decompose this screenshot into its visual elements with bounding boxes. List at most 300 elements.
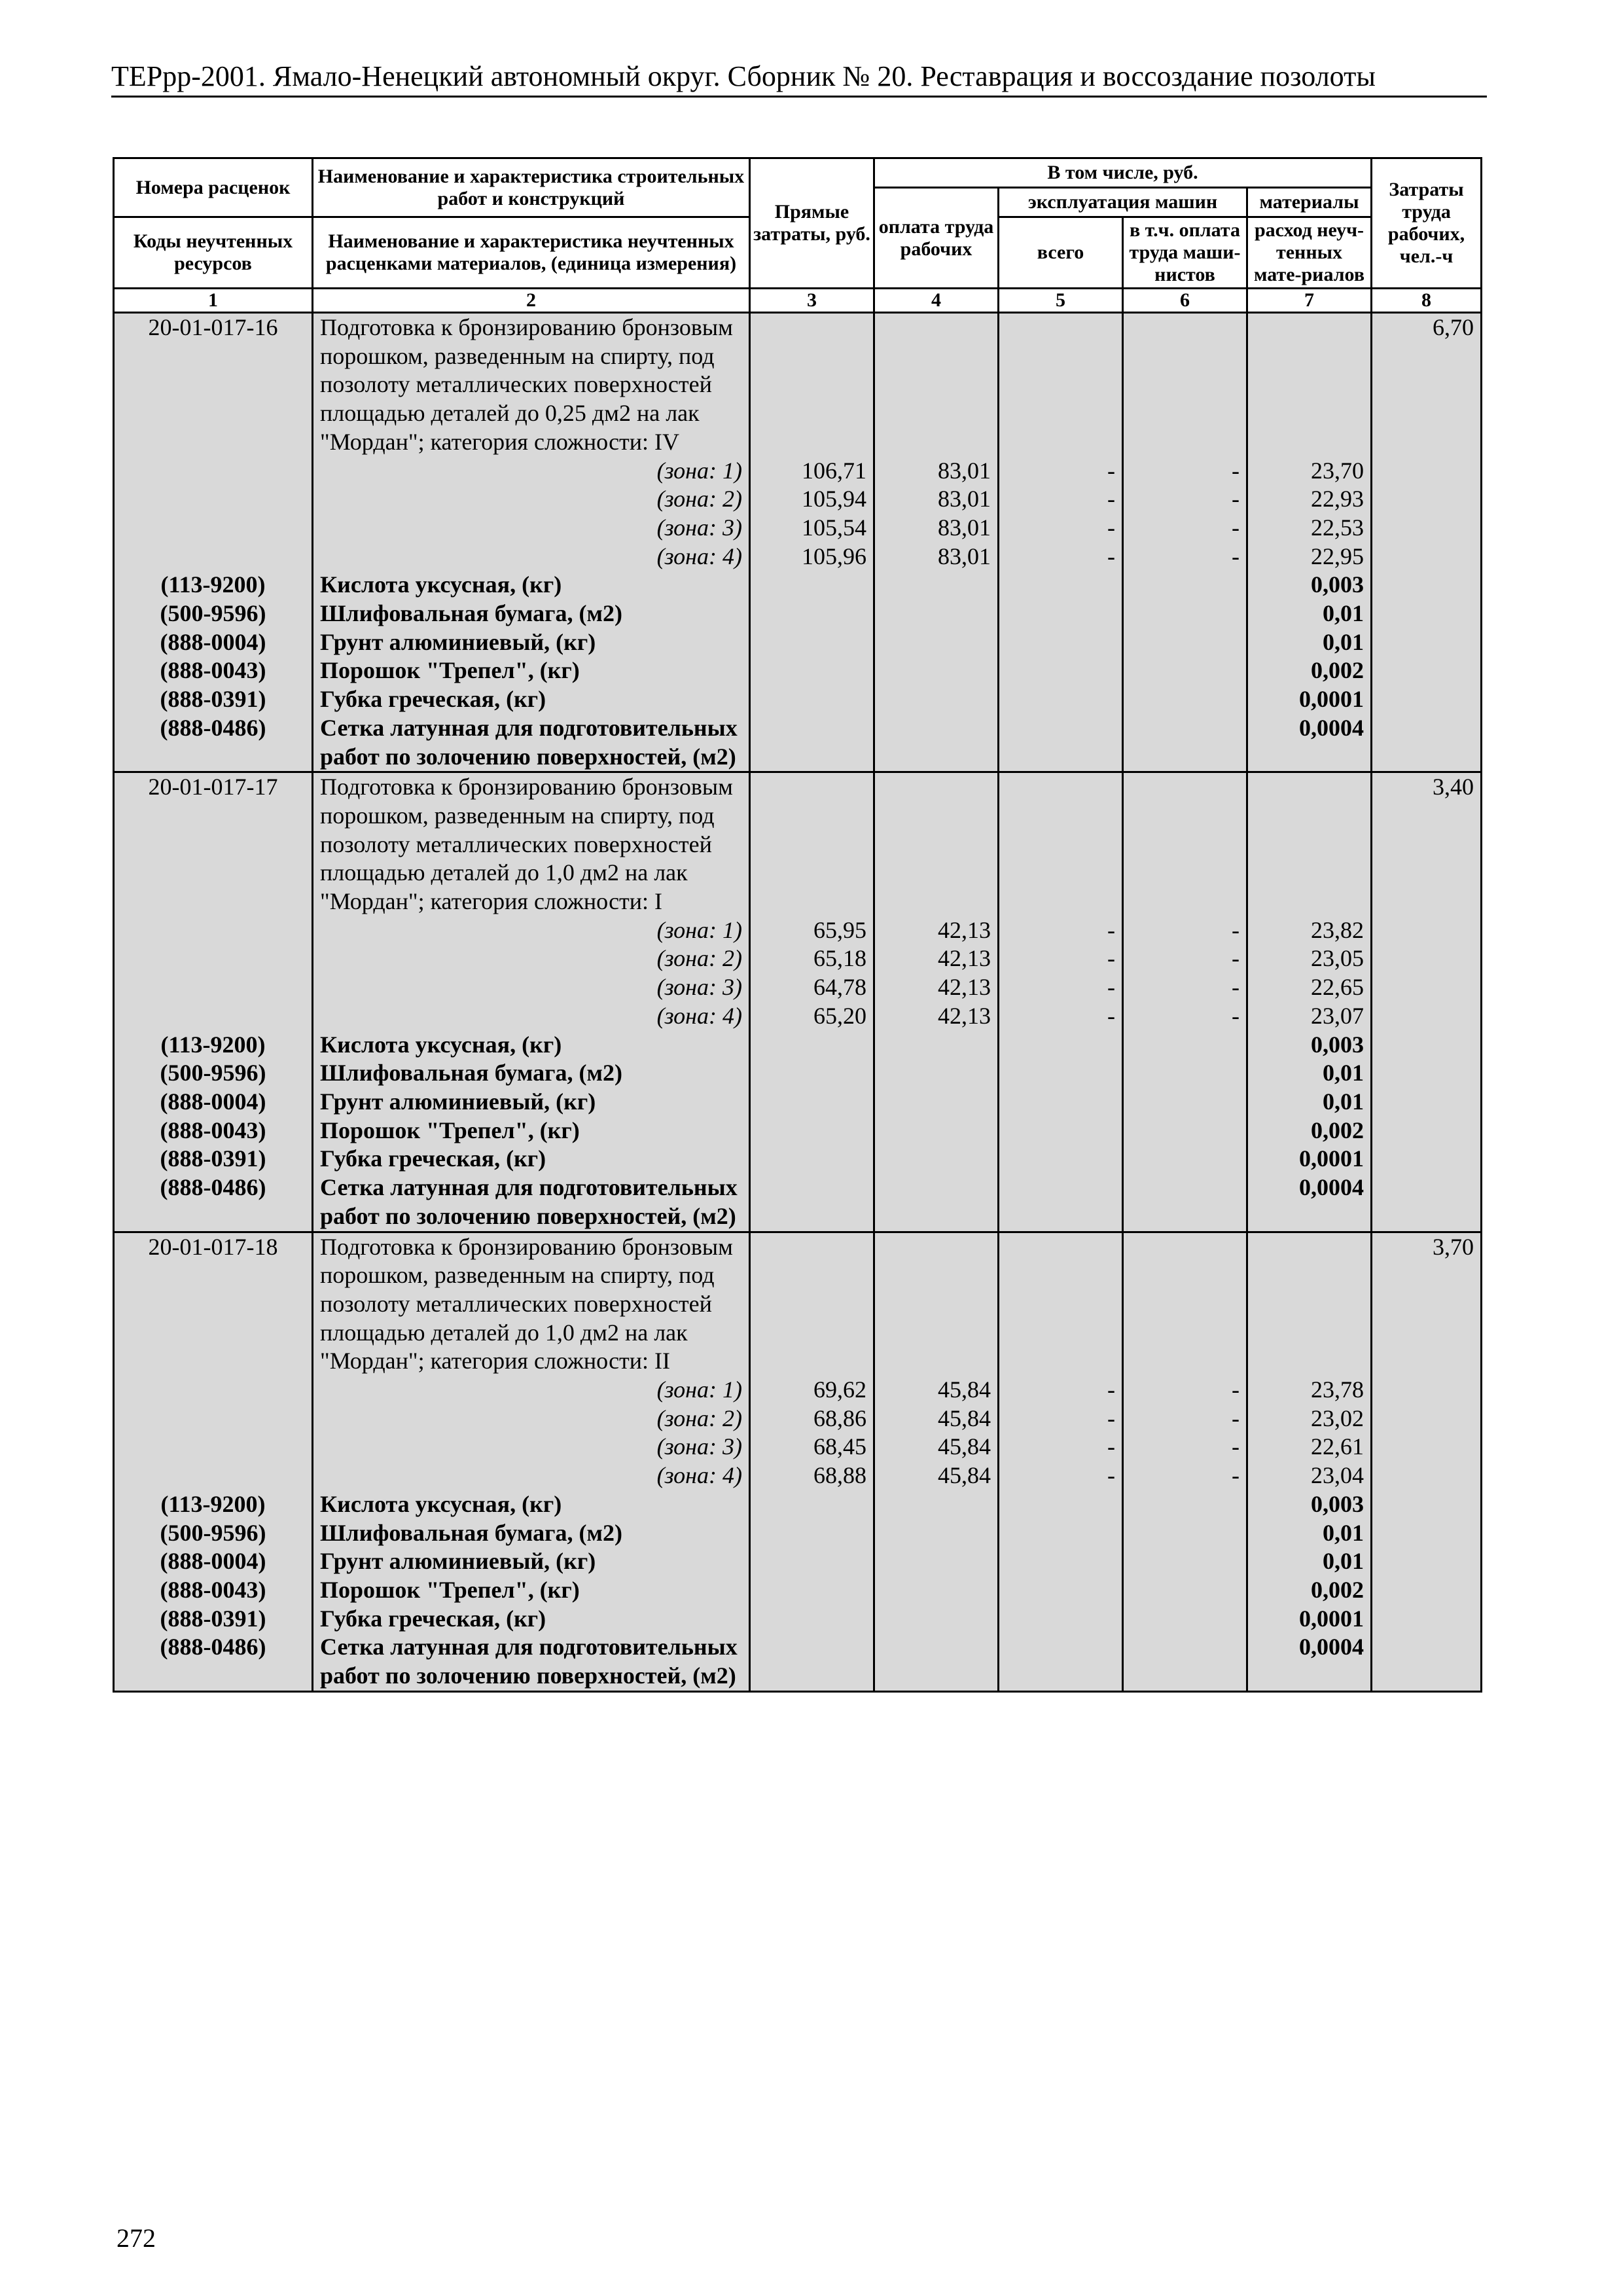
machines-total-value: - (999, 944, 1123, 973)
resource-code: (888-0004) (114, 1088, 313, 1117)
empty-cell (1372, 457, 1482, 486)
empty-cell (114, 1462, 313, 1490)
labor-pay-value: 42,13 (874, 973, 999, 1002)
resource-code: (888-0391) (114, 685, 313, 714)
materials-value: 22,53 (1247, 514, 1372, 543)
machinist-pay-value: - (1123, 1462, 1247, 1490)
page-number: 272 (116, 2223, 156, 2253)
direct-costs-value: 68,86 (750, 1405, 874, 1433)
resource-code: (888-0043) (114, 1576, 313, 1605)
direct-costs-value: 105,96 (750, 543, 874, 571)
zone-row (114, 1433, 1482, 1462)
machines-total-value: - (999, 514, 1123, 543)
resource-code: (888-0004) (114, 1547, 313, 1576)
empty-cell (114, 944, 313, 973)
empty-cell (1123, 628, 1247, 657)
zone-label: (зона: 3) (313, 514, 750, 543)
resource-quantity: 0,003 (1247, 1031, 1372, 1060)
labor-pay-value: 83,01 (874, 543, 999, 571)
empty-cell (1372, 1088, 1482, 1117)
direct-costs-value: 68,45 (750, 1433, 874, 1462)
materials-value: 23,78 (1247, 1376, 1372, 1405)
column-number: 1 (114, 289, 313, 313)
labor-pay-value: 45,84 (874, 1376, 999, 1405)
labor-pay-value: 45,84 (874, 1433, 999, 1462)
machinist-pay-value: - (1123, 1405, 1247, 1433)
resource-quantity: 0,01 (1247, 600, 1372, 628)
empty-cell (999, 1576, 1123, 1605)
empty-cell (1247, 1232, 1372, 1376)
table-header (114, 158, 1482, 313)
zone-row (114, 457, 1482, 486)
resource-quantity: 0,0004 (1247, 1174, 1372, 1232)
empty-cell (1372, 628, 1482, 657)
empty-cell (114, 1376, 313, 1405)
empty-cell (874, 1605, 999, 1634)
resource-quantity: 0,0001 (1247, 1145, 1372, 1174)
rate-description: Подготовка к бронзированию бронзовым порошком, разведенным на спирту, под позолоту металлических поверхностей площадью деталей до 0,25 дм2 на лак "Мордан"; категория сложности: IV (313, 313, 750, 457)
resource-name: Грунт алюминиевый, (кг) (313, 1547, 750, 1576)
rates-table (113, 157, 1482, 1693)
empty-cell (750, 313, 874, 457)
rate-row (114, 1232, 1482, 1376)
empty-cell (999, 714, 1123, 772)
empty-cell (1372, 1031, 1482, 1060)
empty-cell (114, 1405, 313, 1433)
header-rule (111, 96, 1487, 98)
column-number: 8 (1372, 289, 1482, 313)
empty-cell (874, 1117, 999, 1145)
labor-pay-value: 45,84 (874, 1405, 999, 1433)
empty-cell (874, 313, 999, 457)
resource-code: (888-0486) (114, 1633, 313, 1691)
header-machines-total: всего (999, 217, 1123, 289)
empty-cell (999, 628, 1123, 657)
machines-total-value: - (999, 916, 1123, 945)
resource-row (114, 1605, 1482, 1634)
resource-quantity: 0,002 (1247, 1117, 1372, 1145)
resource-name: Порошок "Трепел", (кг) (313, 1576, 750, 1605)
resource-row (114, 628, 1482, 657)
materials-value: 23,70 (1247, 457, 1372, 486)
empty-cell (874, 1519, 999, 1548)
empty-cell (1372, 1519, 1482, 1548)
empty-cell (1372, 1117, 1482, 1145)
empty-cell (874, 1576, 999, 1605)
empty-cell (999, 313, 1123, 457)
labor-costs-value: 6,70 (1372, 313, 1482, 457)
machinist-pay-value: - (1123, 916, 1247, 945)
direct-costs-value: 65,95 (750, 916, 874, 945)
machines-total-value: - (999, 973, 1123, 1002)
machinist-pay-value: - (1123, 514, 1247, 543)
zone-label: (зона: 4) (313, 543, 750, 571)
resource-quantity: 0,002 (1247, 656, 1372, 685)
resource-code: (888-0391) (114, 1605, 313, 1634)
empty-cell (1372, 656, 1482, 685)
empty-cell (114, 485, 313, 514)
resource-code: (500-9596) (114, 1519, 313, 1548)
header-including: В том числе, руб. (874, 158, 1372, 188)
labor-pay-value: 83,01 (874, 485, 999, 514)
resource-row (114, 571, 1482, 600)
zone-row (114, 1462, 1482, 1490)
empty-cell (1247, 772, 1372, 916)
resource-row (114, 1174, 1482, 1232)
direct-costs-value: 105,54 (750, 514, 874, 543)
resource-name: Кислота уксусная, (кг) (313, 571, 750, 600)
zone-row (114, 514, 1482, 543)
column-number: 4 (874, 289, 999, 313)
empty-cell (114, 973, 313, 1002)
zone-label: (зона: 2) (313, 1405, 750, 1433)
empty-cell (114, 916, 313, 945)
column-number: 6 (1123, 289, 1247, 313)
resource-quantity: 0,0001 (1247, 1605, 1372, 1634)
resource-name: Сетка латунная для подготовительных работ по золочению поверхностей, (м2) (313, 1633, 750, 1691)
empty-cell (1123, 571, 1247, 600)
empty-cell (1372, 685, 1482, 714)
materials-value: 23,02 (1247, 1405, 1372, 1433)
resource-row (114, 1117, 1482, 1145)
resource-code: (113-9200) (114, 1490, 313, 1519)
empty-cell (999, 1633, 1123, 1691)
header-rate-numbers: Номера расценок (114, 158, 313, 217)
empty-cell (1123, 1088, 1247, 1117)
machinist-pay-value: - (1123, 1002, 1247, 1031)
empty-cell (750, 1117, 874, 1145)
machinist-pay-value: - (1123, 944, 1247, 973)
header-materials: материалы (1247, 188, 1372, 217)
empty-cell (874, 1145, 999, 1174)
resource-row (114, 1145, 1482, 1174)
empty-cell (1123, 1605, 1247, 1634)
empty-cell (874, 1547, 999, 1576)
column-number: 5 (999, 289, 1123, 313)
empty-cell (750, 1633, 874, 1691)
machinist-pay-value: - (1123, 1376, 1247, 1405)
header-machine-operation: эксплуатация машин (999, 188, 1247, 217)
header-labor-costs: Затраты труда рабочих, чел.-ч (1372, 158, 1482, 289)
resource-quantity: 0,01 (1247, 628, 1372, 657)
empty-cell (1372, 514, 1482, 543)
rate-description: Подготовка к бронзированию бронзовым порошком, разведенным на спирту, под позолоту металлических поверхностей площадью деталей до 1,0 дм2 на лак "Мордан"; категория сложности: II (313, 1232, 750, 1376)
zone-label: (зона: 2) (313, 485, 750, 514)
resource-name: Кислота уксусная, (кг) (313, 1490, 750, 1519)
resource-name: Губка греческая, (кг) (313, 1605, 750, 1634)
resource-code: (888-0043) (114, 656, 313, 685)
empty-cell (999, 656, 1123, 685)
materials-value: 22,65 (1247, 973, 1372, 1002)
rate-code: 20-01-017-18 (114, 1232, 313, 1376)
empty-cell (750, 1088, 874, 1117)
direct-costs-value: 64,78 (750, 973, 874, 1002)
empty-cell (1123, 1547, 1247, 1576)
empty-cell (1123, 1145, 1247, 1174)
zone-row (114, 1376, 1482, 1405)
resource-quantity: 0,01 (1247, 1519, 1372, 1548)
empty-cell (999, 772, 1123, 916)
empty-cell (874, 571, 999, 600)
resource-name: Грунт алюминиевый, (кг) (313, 1088, 750, 1117)
materials-value: 22,93 (1247, 485, 1372, 514)
resource-row (114, 1633, 1482, 1691)
empty-cell (1123, 1117, 1247, 1145)
empty-cell (874, 1059, 999, 1088)
empty-cell (1372, 973, 1482, 1002)
materials-value: 23,82 (1247, 916, 1372, 945)
resource-quantity: 0,0004 (1247, 1633, 1372, 1691)
empty-cell (1372, 485, 1482, 514)
empty-cell (750, 656, 874, 685)
empty-cell (750, 600, 874, 628)
zone-row (114, 485, 1482, 514)
empty-cell (999, 600, 1123, 628)
resource-quantity: 0,0001 (1247, 685, 1372, 714)
empty-cell (1372, 1490, 1482, 1519)
empty-cell (999, 1174, 1123, 1232)
table-body (114, 313, 1482, 1692)
empty-cell (999, 1088, 1123, 1117)
empty-cell (1247, 313, 1372, 457)
empty-cell (750, 1232, 874, 1376)
zone-label: (зона: 1) (313, 916, 750, 945)
empty-cell (999, 1547, 1123, 1576)
direct-costs-value: 65,18 (750, 944, 874, 973)
direct-costs-value: 69,62 (750, 1376, 874, 1405)
zone-label: (зона: 3) (313, 1433, 750, 1462)
empty-cell (114, 1433, 313, 1462)
resource-quantity: 0,002 (1247, 1576, 1372, 1605)
header-unaccounted-materials: расход неуч-тенных мате-риалов (1247, 217, 1372, 289)
resource-name: Кислота уксусная, (кг) (313, 1031, 750, 1060)
empty-cell (750, 1519, 874, 1548)
resource-name: Порошок "Трепел", (кг) (313, 1117, 750, 1145)
zone-label: (зона: 4) (313, 1002, 750, 1031)
empty-cell (874, 1232, 999, 1376)
resource-quantity: 0,003 (1247, 571, 1372, 600)
labor-costs-value: 3,40 (1372, 772, 1482, 916)
resource-quantity: 0,0004 (1247, 714, 1372, 772)
resource-row (114, 1576, 1482, 1605)
zone-label: (зона: 1) (313, 457, 750, 486)
empty-cell (750, 1576, 874, 1605)
zone-row (114, 543, 1482, 571)
empty-cell (1372, 714, 1482, 772)
empty-cell (1123, 656, 1247, 685)
machines-total-value: - (999, 457, 1123, 486)
empty-cell (750, 1174, 874, 1232)
empty-cell (999, 685, 1123, 714)
resource-row (114, 656, 1482, 685)
resource-row (114, 1031, 1482, 1060)
empty-cell (1372, 944, 1482, 973)
resource-code: (888-0486) (114, 714, 313, 772)
resource-name: Шлифовальная бумага, (м2) (313, 600, 750, 628)
zone-row (114, 973, 1482, 1002)
resource-row (114, 600, 1482, 628)
empty-cell (1372, 916, 1482, 945)
empty-cell (999, 1059, 1123, 1088)
resource-quantity: 0,01 (1247, 1547, 1372, 1576)
materials-value: 23,07 (1247, 1002, 1372, 1031)
empty-cell (874, 1633, 999, 1691)
column-number: 3 (750, 289, 874, 313)
empty-cell (1123, 714, 1247, 772)
resource-name: Сетка латунная для подготовительных работ по золочению поверхностей, (м2) (313, 714, 750, 772)
zone-label: (зона: 1) (313, 1376, 750, 1405)
resource-code: (888-0004) (114, 628, 313, 657)
empty-cell (750, 628, 874, 657)
machines-total-value: - (999, 1376, 1123, 1405)
column-number: 7 (1247, 289, 1372, 313)
resource-name: Шлифовальная бумага, (м2) (313, 1519, 750, 1548)
empty-cell (750, 714, 874, 772)
empty-cell (1372, 1576, 1482, 1605)
machinist-pay-value: - (1123, 973, 1247, 1002)
empty-cell (1372, 543, 1482, 571)
materials-value: 22,61 (1247, 1433, 1372, 1462)
resource-row (114, 1490, 1482, 1519)
empty-cell (999, 1490, 1123, 1519)
labor-costs-value: 3,70 (1372, 1232, 1482, 1376)
empty-cell (999, 1605, 1123, 1634)
empty-cell (874, 1490, 999, 1519)
empty-cell (1372, 571, 1482, 600)
empty-cell (1372, 1547, 1482, 1576)
empty-cell (999, 1031, 1123, 1060)
rate-row (114, 313, 1482, 457)
empty-cell (1123, 1232, 1247, 1376)
empty-cell (114, 543, 313, 571)
resource-code: (888-0391) (114, 1145, 313, 1174)
resource-code: (888-0486) (114, 1174, 313, 1232)
empty-cell (1372, 1405, 1482, 1433)
empty-cell (1123, 1490, 1247, 1519)
empty-cell (750, 1490, 874, 1519)
direct-costs-value: 65,20 (750, 1002, 874, 1031)
zone-label: (зона: 4) (313, 1462, 750, 1490)
machinist-pay-value: - (1123, 457, 1247, 486)
empty-cell (750, 1031, 874, 1060)
empty-cell (1372, 1633, 1482, 1691)
zone-row (114, 1405, 1482, 1433)
zone-row (114, 1002, 1482, 1031)
empty-cell (1123, 685, 1247, 714)
empty-cell (1372, 1174, 1482, 1232)
resource-code: (500-9596) (114, 1059, 313, 1088)
resource-quantity: 0,01 (1247, 1088, 1372, 1117)
empty-cell (1372, 1059, 1482, 1088)
empty-cell (874, 1174, 999, 1232)
empty-cell (999, 571, 1123, 600)
header-resource-codes: Коды неучтенных ресурсов (114, 217, 313, 289)
resource-row (114, 1547, 1482, 1576)
zone-row (114, 944, 1482, 973)
machines-total-value: - (999, 1462, 1123, 1490)
empty-cell (1123, 1031, 1247, 1060)
empty-cell (999, 1145, 1123, 1174)
machines-total-value: - (999, 1405, 1123, 1433)
zone-label: (зона: 3) (313, 973, 750, 1002)
empty-cell (1372, 1462, 1482, 1490)
empty-cell (1372, 1145, 1482, 1174)
resource-row (114, 1059, 1482, 1088)
empty-cell (1372, 1433, 1482, 1462)
resource-code: (113-9200) (114, 1031, 313, 1060)
resource-row (114, 1519, 1482, 1548)
empty-cell (114, 514, 313, 543)
resource-name: Шлифовальная бумага, (м2) (313, 1059, 750, 1088)
empty-cell (750, 685, 874, 714)
zone-row (114, 916, 1482, 945)
empty-cell (1123, 772, 1247, 916)
page-header-title: ТЕРрр-2001. Ямало-Ненецкий автономный округ. Сборник № 20. Реставрация и воссоздание позолоты (111, 60, 1376, 92)
resource-row (114, 1088, 1482, 1117)
machines-total-value: - (999, 543, 1123, 571)
direct-costs-value: 68,88 (750, 1462, 874, 1490)
resource-name: Порошок "Трепел", (кг) (313, 656, 750, 685)
header-labor-pay: оплата труда рабочих (874, 188, 999, 289)
empty-cell (750, 1605, 874, 1634)
empty-cell (874, 1031, 999, 1060)
machinist-pay-value: - (1123, 485, 1247, 514)
machinist-pay-value: - (1123, 543, 1247, 571)
labor-pay-value: 42,13 (874, 916, 999, 945)
empty-cell (1123, 1576, 1247, 1605)
rate-code: 20-01-017-17 (114, 772, 313, 916)
empty-cell (1372, 600, 1482, 628)
direct-costs-value: 105,94 (750, 485, 874, 514)
machines-total-value: - (999, 1433, 1123, 1462)
empty-cell (874, 600, 999, 628)
empty-cell (750, 1145, 874, 1174)
resource-name: Губка греческая, (кг) (313, 1145, 750, 1174)
labor-pay-value: 45,84 (874, 1462, 999, 1490)
empty-cell (1372, 1376, 1482, 1405)
empty-cell (999, 1117, 1123, 1145)
zone-label: (зона: 2) (313, 944, 750, 973)
empty-cell (874, 628, 999, 657)
empty-cell (874, 656, 999, 685)
empty-cell (750, 1547, 874, 1576)
direct-costs-value: 106,71 (750, 457, 874, 486)
column-number-row (114, 289, 1482, 313)
machines-total-value: - (999, 1002, 1123, 1031)
header-direct-costs: Прямые затраты, руб. (750, 158, 874, 289)
empty-cell (1123, 313, 1247, 457)
empty-cell (114, 1002, 313, 1031)
empty-cell (999, 1519, 1123, 1548)
empty-cell (750, 1059, 874, 1088)
empty-cell (999, 1232, 1123, 1376)
empty-cell (1123, 1174, 1247, 1232)
empty-cell (750, 772, 874, 916)
empty-cell (114, 457, 313, 486)
empty-cell (1372, 1605, 1482, 1634)
resource-row (114, 714, 1482, 772)
empty-cell (750, 571, 874, 600)
column-number: 2 (313, 289, 750, 313)
empty-cell (1123, 1059, 1247, 1088)
header-machinist-pay: в т.ч. оплата труда маши-нистов (1123, 217, 1247, 289)
header-work-name: Наименование и характеристика строительных работ и конструкций (313, 158, 750, 217)
resource-name: Сетка латунная для подготовительных работ по золочению поверхностей, (м2) (313, 1174, 750, 1232)
resource-code: (500-9596) (114, 600, 313, 628)
machinist-pay-value: - (1123, 1433, 1247, 1462)
header-material-name: Наименование и характеристика неучтенных расценками материалов, (единица измерения) (313, 217, 750, 289)
rate-row (114, 772, 1482, 916)
